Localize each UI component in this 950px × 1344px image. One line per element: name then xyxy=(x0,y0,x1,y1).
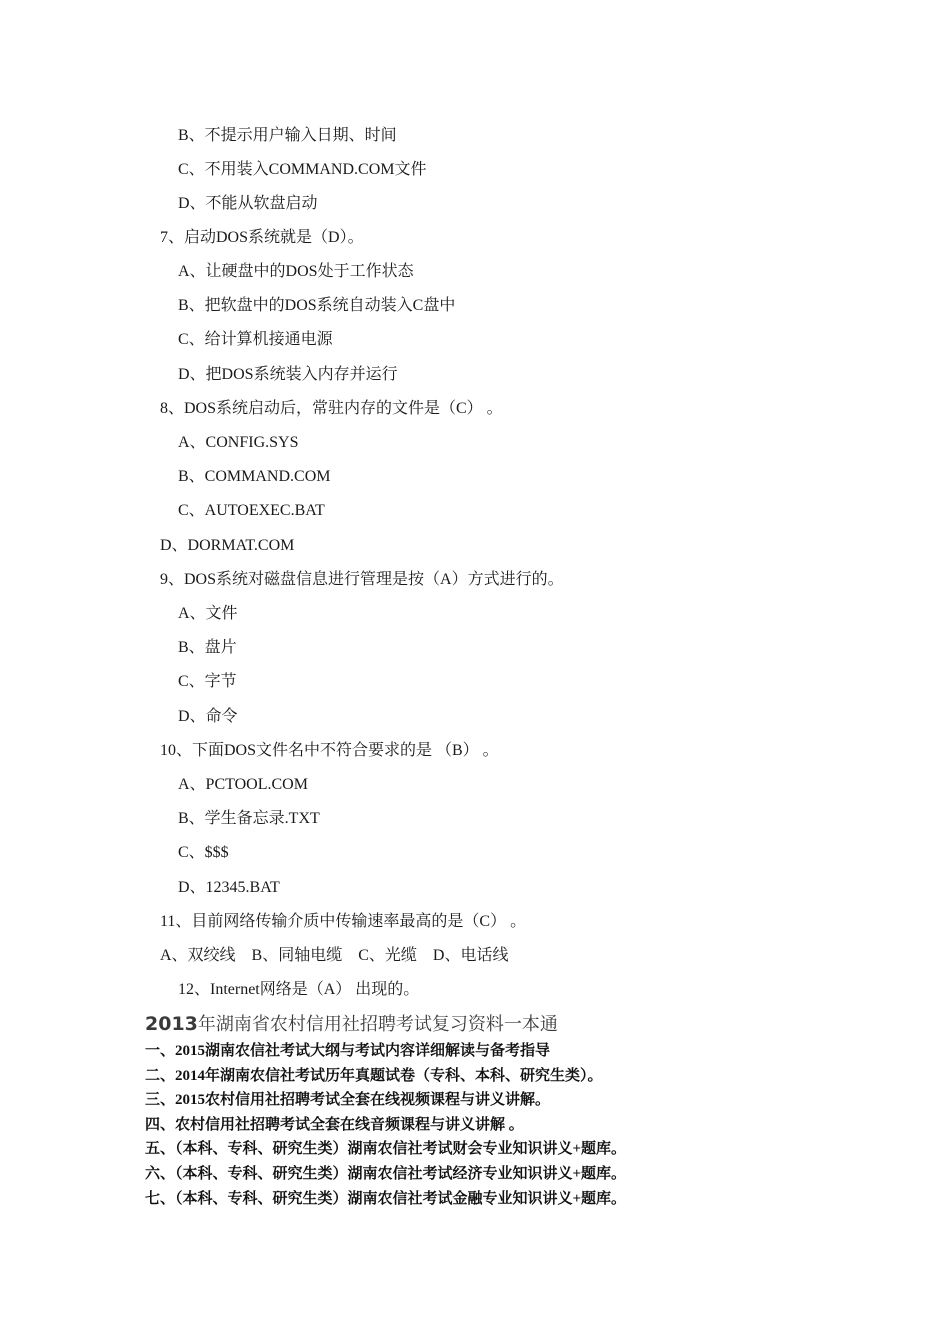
q8-option-d: D、DORMAT.COM xyxy=(160,537,295,554)
q7-option-d: D、把DOS系统装入内存并运行 xyxy=(178,366,398,383)
q6-option-d: D、不能从软盘启动 xyxy=(178,195,318,212)
q11-stem: 11、目前网络传输介质中传输速率最高的是（C） 。 xyxy=(160,913,527,930)
q7-stem: 7、启动DOS系统就是（D）。 xyxy=(160,229,364,246)
q8-option-a: A、CONFIG.SYS xyxy=(178,434,299,451)
q6-option-b: B、不提示用户输入日期、时间 xyxy=(178,127,397,144)
promo-item-1: 一、2015湖南农信社考试大纲与考试内容详细解读与备考指导 xyxy=(145,1043,551,1059)
q7-option-a: A、让硬盘中的DOS处于工作状态 xyxy=(178,263,414,280)
q9-stem: 9、DOS系统对磁盘信息进行管理是按（A）方式进行的。 xyxy=(160,571,564,588)
promo-title xyxy=(145,1013,558,1036)
q8-stem: 8、DOS系统启动后，常驻内存的文件是（C） 。 xyxy=(160,400,503,417)
promo-item-4: 四、农村信用社招聘考试全套在线音频课程与讲义讲解 。 xyxy=(145,1117,524,1133)
q10-option-c: C、$$$ xyxy=(178,844,229,861)
q10-stem: 10、下面DOS文件名中不符合要求的是 （B） 。 xyxy=(160,742,499,759)
q9-option-a: A、文件 xyxy=(178,605,238,622)
promo-item-2: 二、2014年湖南农信社考试历年真题试卷（专科、本科、研究生类）。 xyxy=(145,1068,603,1084)
q12-stem: 12、Internet网络是（A） 出现的。 xyxy=(178,981,420,998)
q11-options: A、双绞线 B、同轴电缆 C、光缆 D、电话线 xyxy=(160,947,509,964)
promo-title-text: 年湖南省农村信用社招聘考试复习资料一本通 xyxy=(197,1014,558,1035)
q7-option-c: C、给计算机接通电源 xyxy=(178,331,333,348)
promo-item-3: 三、2015农村信用社招聘考试全套在线视频课程与讲义讲解。 xyxy=(145,1092,551,1108)
q10-option-a: A、PCTOOL.COM xyxy=(178,776,308,793)
q7-option-b: B、把软盘中的DOS系统自动装入C盘中 xyxy=(178,297,456,314)
promo-item-5: 五、（本科、专科、研究生类）湖南农信社考试财会专业知识讲义+题库。 xyxy=(145,1141,627,1157)
q9-option-b: B、盘片 xyxy=(178,639,237,656)
q10-option-d: D、12345.BAT xyxy=(178,879,280,896)
q10-option-b: B、学生备忘录.TXT xyxy=(178,810,320,827)
q9-option-c: C、字节 xyxy=(178,673,237,690)
q8-option-c: C、AUTOEXEC.BAT xyxy=(178,502,325,519)
q8-option-b: B、COMMAND.COM xyxy=(178,468,331,485)
promo-item-6: 六、（本科、专科、研究生类）湖南农信社考试经济专业知识讲义+题库。 xyxy=(145,1166,627,1182)
promo-item-7: 七、（本科、专科、研究生类）湖南农信社考试金融专业知识讲义+题库。 xyxy=(145,1191,627,1207)
q6-option-c: C、不用装入COMMAND.COM文件 xyxy=(178,161,427,178)
promo-title-year: 2013 xyxy=(145,1013,198,1035)
q9-option-d: D、命令 xyxy=(178,708,238,725)
